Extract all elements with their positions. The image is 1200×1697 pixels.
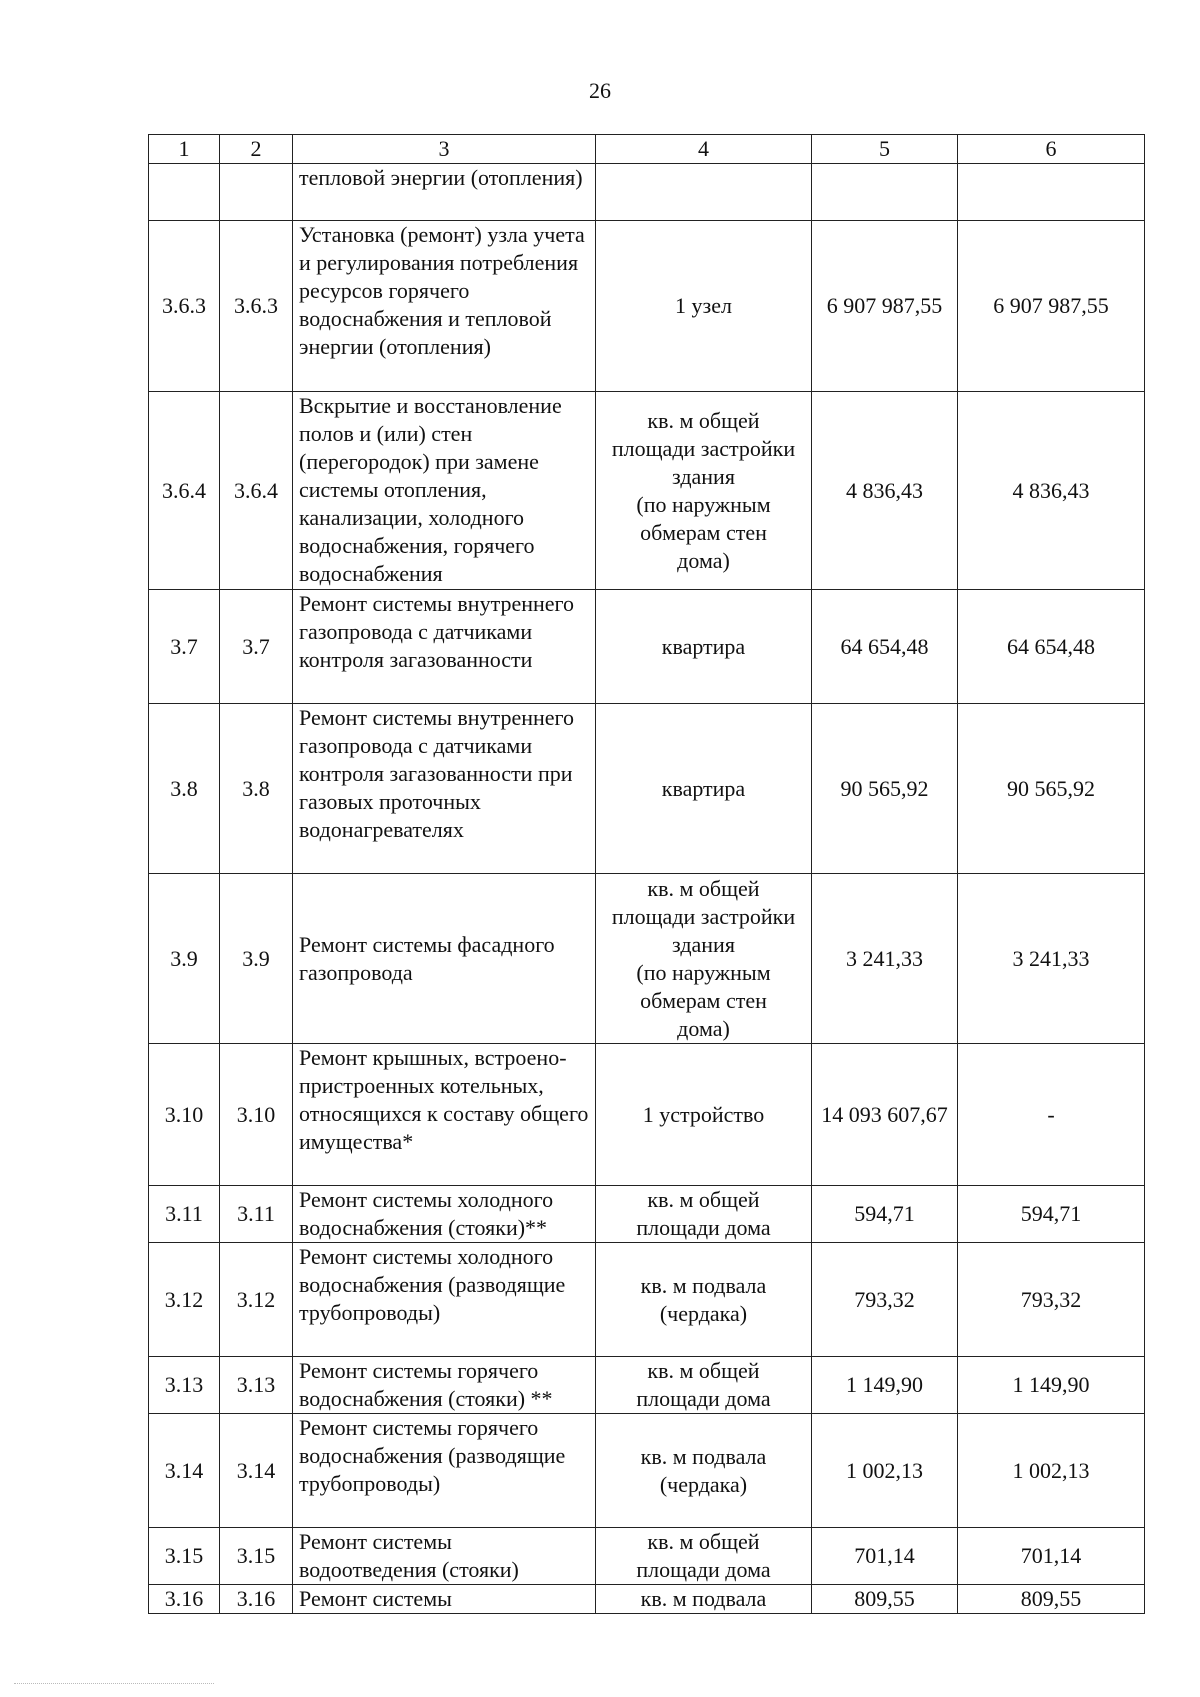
unit-of-measure [596,164,812,221]
cost-value-final: 3 241,33 [958,874,1145,1044]
table-row [149,1528,1145,1585]
unit-of-measure: кв. м общей площади дома [596,1186,812,1243]
table-row [149,1414,1145,1528]
cost-value [812,164,958,221]
cost-value: 90 565,92 [812,704,958,874]
table-row [149,1243,1145,1357]
unit-of-measure: кв. м подвала (чердака) [596,1414,812,1528]
cost-value-final: 6 907 987,55 [958,221,1145,392]
row-number: 3.10 [149,1044,220,1186]
cost-value: 64 654,48 [812,590,958,704]
row-code: 3.14 [220,1414,293,1528]
work-description: Ремонт системы [293,1585,596,1614]
cost-value: 6 907 987,55 [812,221,958,392]
row-number: 3.13 [149,1357,220,1414]
row-code: 3.12 [220,1243,293,1357]
table-row [149,221,1145,392]
row-number: 3.14 [149,1414,220,1528]
row-number: 3.7 [149,590,220,704]
work-description: Ремонт крышных, встроено-пристроенных котельных, относящихся к составу общего имущества* [293,1044,596,1186]
row-number: 3.9 [149,874,220,1044]
row-code: 3.8 [220,704,293,874]
table-row [149,1357,1145,1414]
cost-value: 3 241,33 [812,874,958,1044]
row-code: 3.13 [220,1357,293,1414]
cost-value-final [958,164,1145,221]
cost-value-final: 64 654,48 [958,590,1145,704]
unit-of-measure: кв. м общей площади застройки здания (по наружным обмерам стен дома) [596,392,812,590]
table-row [149,1186,1145,1243]
work-description: Ремонт системы горячего водоснабжения (разводящие трубопроводы) [293,1414,596,1528]
table-row [149,1585,1145,1614]
unit-of-measure: кв. м общей площади дома [596,1528,812,1585]
row-code: 3.9 [220,874,293,1044]
row-code: 3.6.4 [220,392,293,590]
unit-of-measure: кв. м общей площади застройки здания (по наружным обмерам стен дома) [596,874,812,1044]
header-cell: 5 [812,135,958,164]
cost-value-final: 809,55 [958,1585,1145,1614]
header-cell: 4 [596,135,812,164]
table-row [149,392,1145,590]
row-code: 3.10 [220,1044,293,1186]
cost-value-final: 594,71 [958,1186,1145,1243]
row-number: 3.12 [149,1243,220,1357]
unit-of-measure: квартира [596,704,812,874]
row-number: 3.6.3 [149,221,220,392]
header-cell: 1 [149,135,220,164]
table-row [149,1044,1145,1186]
work-description: Ремонт системы внутреннего газопровода с датчиками контроля загазованности [293,590,596,704]
work-description: Ремонт системы горячего водоснабжения (стояки) ** [293,1357,596,1414]
row-code: 3.15 [220,1528,293,1585]
table-header-row [149,135,1145,164]
cost-value-final: 1 149,90 [958,1357,1145,1414]
work-description: Вскрытие и восстановление полов и (или) стен (перегородок) при замене системы отопления, канализации, холодного водоснабжения, горячего водоснабжения [293,392,596,590]
cost-value: 1 002,13 [812,1414,958,1528]
work-description: Ремонт системы внутреннего газопровода с датчиками контроля загазованности при газовых проточных водонагревателях [293,704,596,874]
cost-table [148,134,1145,1614]
cost-value-final: 793,32 [958,1243,1145,1357]
unit-of-measure: 1 узел [596,221,812,392]
cost-value: 594,71 [812,1186,958,1243]
cost-value-final: 90 565,92 [958,704,1145,874]
row-code: 3.6.3 [220,221,293,392]
header-cell: 2 [220,135,293,164]
table-row [149,164,1145,221]
row-number: 3.16 [149,1585,220,1614]
work-description: Ремонт системы холодного водоснабжения (стояки)** [293,1186,596,1243]
unit-of-measure: квартира [596,590,812,704]
table-row [149,590,1145,704]
work-description: Ремонт системы фасадного газопровода [293,874,596,1044]
row-code [220,164,293,221]
header-cell: 6 [958,135,1145,164]
work-description: Установка (ремонт) узла учета и регулирования потребления ресурсов горячего водоснабжения и тепловой энергии (отопления) [293,221,596,392]
work-description: Ремонт системы холодного водоснабжения (разводящие трубопроводы) [293,1243,596,1357]
cost-value: 4 836,43 [812,392,958,590]
row-code: 3.11 [220,1186,293,1243]
row-number: 3.6.4 [149,392,220,590]
unit-of-measure: кв. м подвала [596,1585,812,1614]
work-description: Ремонт системы водоотведения (стояки) [293,1528,596,1585]
row-number [149,164,220,221]
cost-value-final: 1 002,13 [958,1414,1145,1528]
row-number: 3.8 [149,704,220,874]
page-number: 26 [589,78,611,103]
work-description: тепловой энергии (отопления) [293,164,596,221]
cost-value-final: - [958,1044,1145,1186]
unit-of-measure: кв. м подвала (чердака) [596,1243,812,1357]
cost-value-final: 701,14 [958,1528,1145,1585]
scan-artifact [14,1683,214,1688]
cost-value: 809,55 [812,1585,958,1614]
cost-value: 14 093 607,67 [812,1044,958,1186]
cost-value: 1 149,90 [812,1357,958,1414]
table-row [149,874,1145,1044]
table-row [149,704,1145,874]
row-code: 3.7 [220,590,293,704]
row-number: 3.15 [149,1528,220,1585]
unit-of-measure: 1 устройство [596,1044,812,1186]
cost-value: 701,14 [812,1528,958,1585]
unit-of-measure: кв. м общей площади дома [596,1357,812,1414]
row-code: 3.16 [220,1585,293,1614]
row-number: 3.11 [149,1186,220,1243]
header-cell: 3 [293,135,596,164]
cost-value: 793,32 [812,1243,958,1357]
cost-value-final: 4 836,43 [958,392,1145,590]
